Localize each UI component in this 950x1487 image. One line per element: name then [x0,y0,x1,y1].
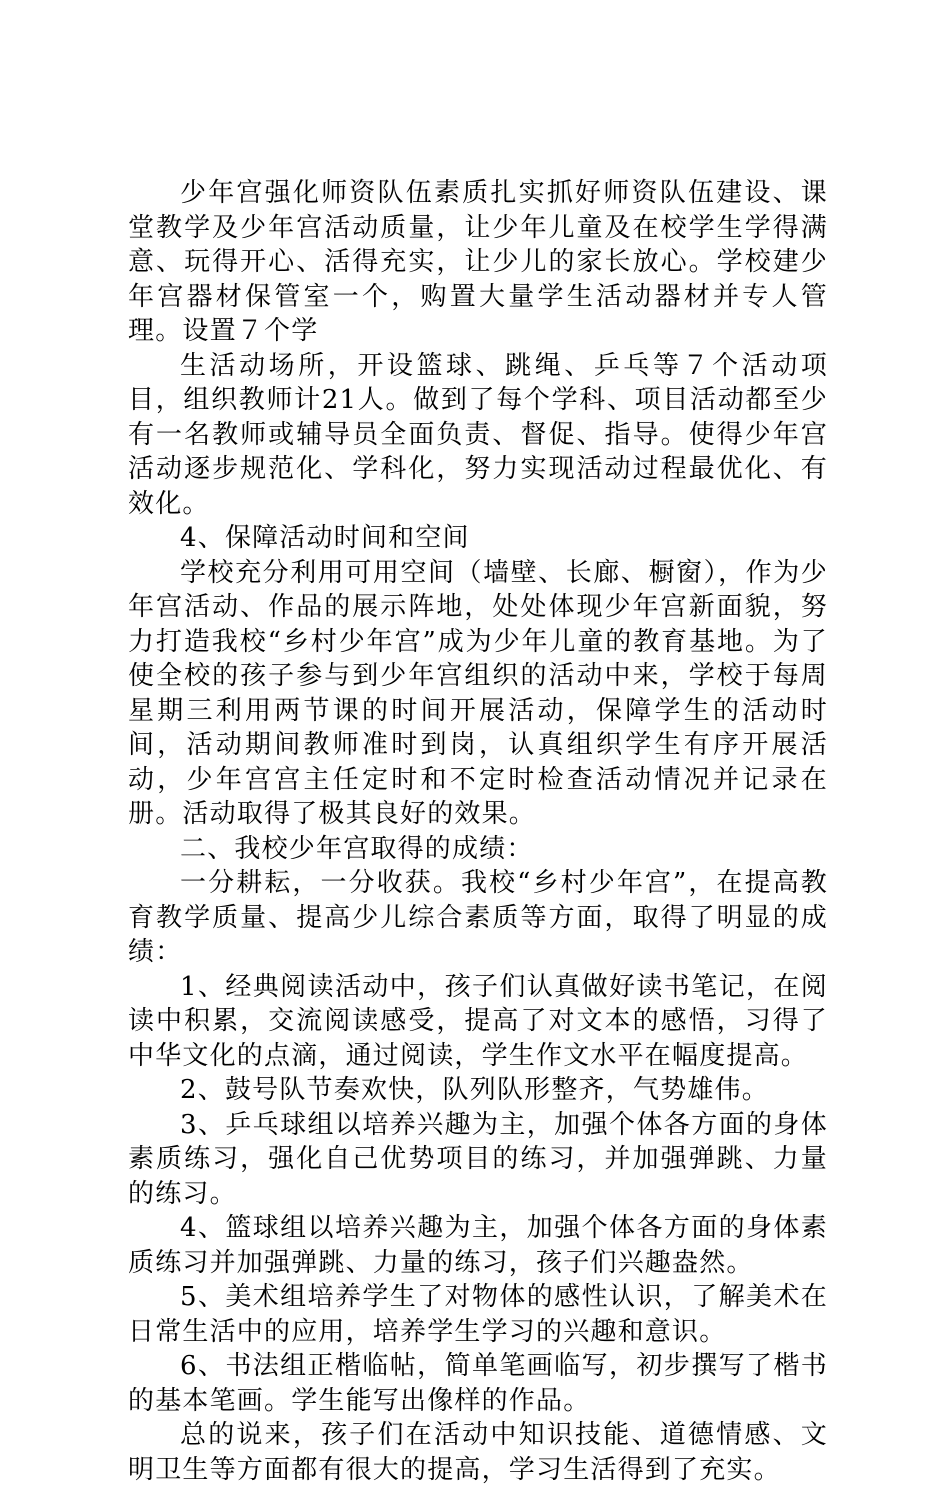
item-table-tennis: 3、乒乓球组以培养兴趣为主，加强个体各方面的身体素质练习，强化自己优势项目的练习，并加强弹跳、力量的练习。 [128,1109,828,1209]
item-calligraphy: 6、书法组正楷临帖，简单笔画临写，初步撰写了楷书的基本笔画。学生能写出像样的作品。 [128,1351,828,1416]
item-classic-reading: 1、经典阅读活动中，孩子们认真做好读书笔记，在阅读中积累，交流阅读感受，提高了对文本的感悟，习得了中华文化的点滴，通过阅读，学生作文水平在幅度提高。 [128,971,828,1071]
item-basketball: 4、篮球组以培养兴趣为主，加强个体各方面的身体素质练习并加强弹跳、力量的练习，孩子们兴趣盎然。 [128,1213,828,1278]
paragraph-activity-venues: 生活动场所，开设篮球、跳绳、乒乓等７个活动项目，组织教师计21人。做到了每个学科、项目活动都至少有一名教师或辅导员全面负责、督促、指导。使得少年宫活动逐步规范化、学科化，努力实现活动过程最优化、有效化。 [128,350,828,519]
heading-time-and-space: 4、保障活动时间和空间 [180,523,470,553]
item-drum-band: 2、鼓号队节奏欢快，队列队形整齐，气势雄伟。 [180,1075,769,1105]
paragraph-space-usage: 学校充分利用可用空间（墙壁、长廊、橱窗），作为少年宫活动、作品的展示阵地，处处体现少年宫新面貌，努力打造我校“乡村少年宫”成为少年儿童的教育基地。为了使全校的孩子参与到少年宫组织的活动中来，学校于每周星期三利用两节课的时间开展活动，保障学生的活动时间，活动期间教师准时到岗，认真组织学生有序开展活动，少年宫宫主任定时和不定时检查活动情况并记录在册。活动取得了极其良好的效果。 [128,557,828,829]
heading-achievements: 二、我校少年宫取得的成绩： [180,833,534,864]
item-art: 5、美术组培养学生了对物体的感性认识，了解美术在日常生活中的应用，培养学生学习的兴趣和意识。 [128,1282,828,1347]
paragraph-teacher-team: 少年宫强化师资队伍素质扎实抓好师资队伍建设、课堂教学及少年宫活动质量，让少年儿童及在校学生学得满意、玩得开心、活得充实，让少儿的家长放心。学校建少年宫器材保管室一个，购置大量学生活动器材并专人管理。设置７个学 [128,178,828,346]
paragraph-summary: 总的说来，孩子们在活动中知识技能、道德情感、文明卫生等方面都有很大的提高，学习生活得到了充实。 [128,1420,828,1485]
paragraph-achievements-intro: 一分耕耘，一分收获。我校“乡村少年宫”，在提高教育教学质量、提高少儿综合素质等方面，取得了明显的成绩： [128,868,828,967]
document-page [128,176,828,1487]
